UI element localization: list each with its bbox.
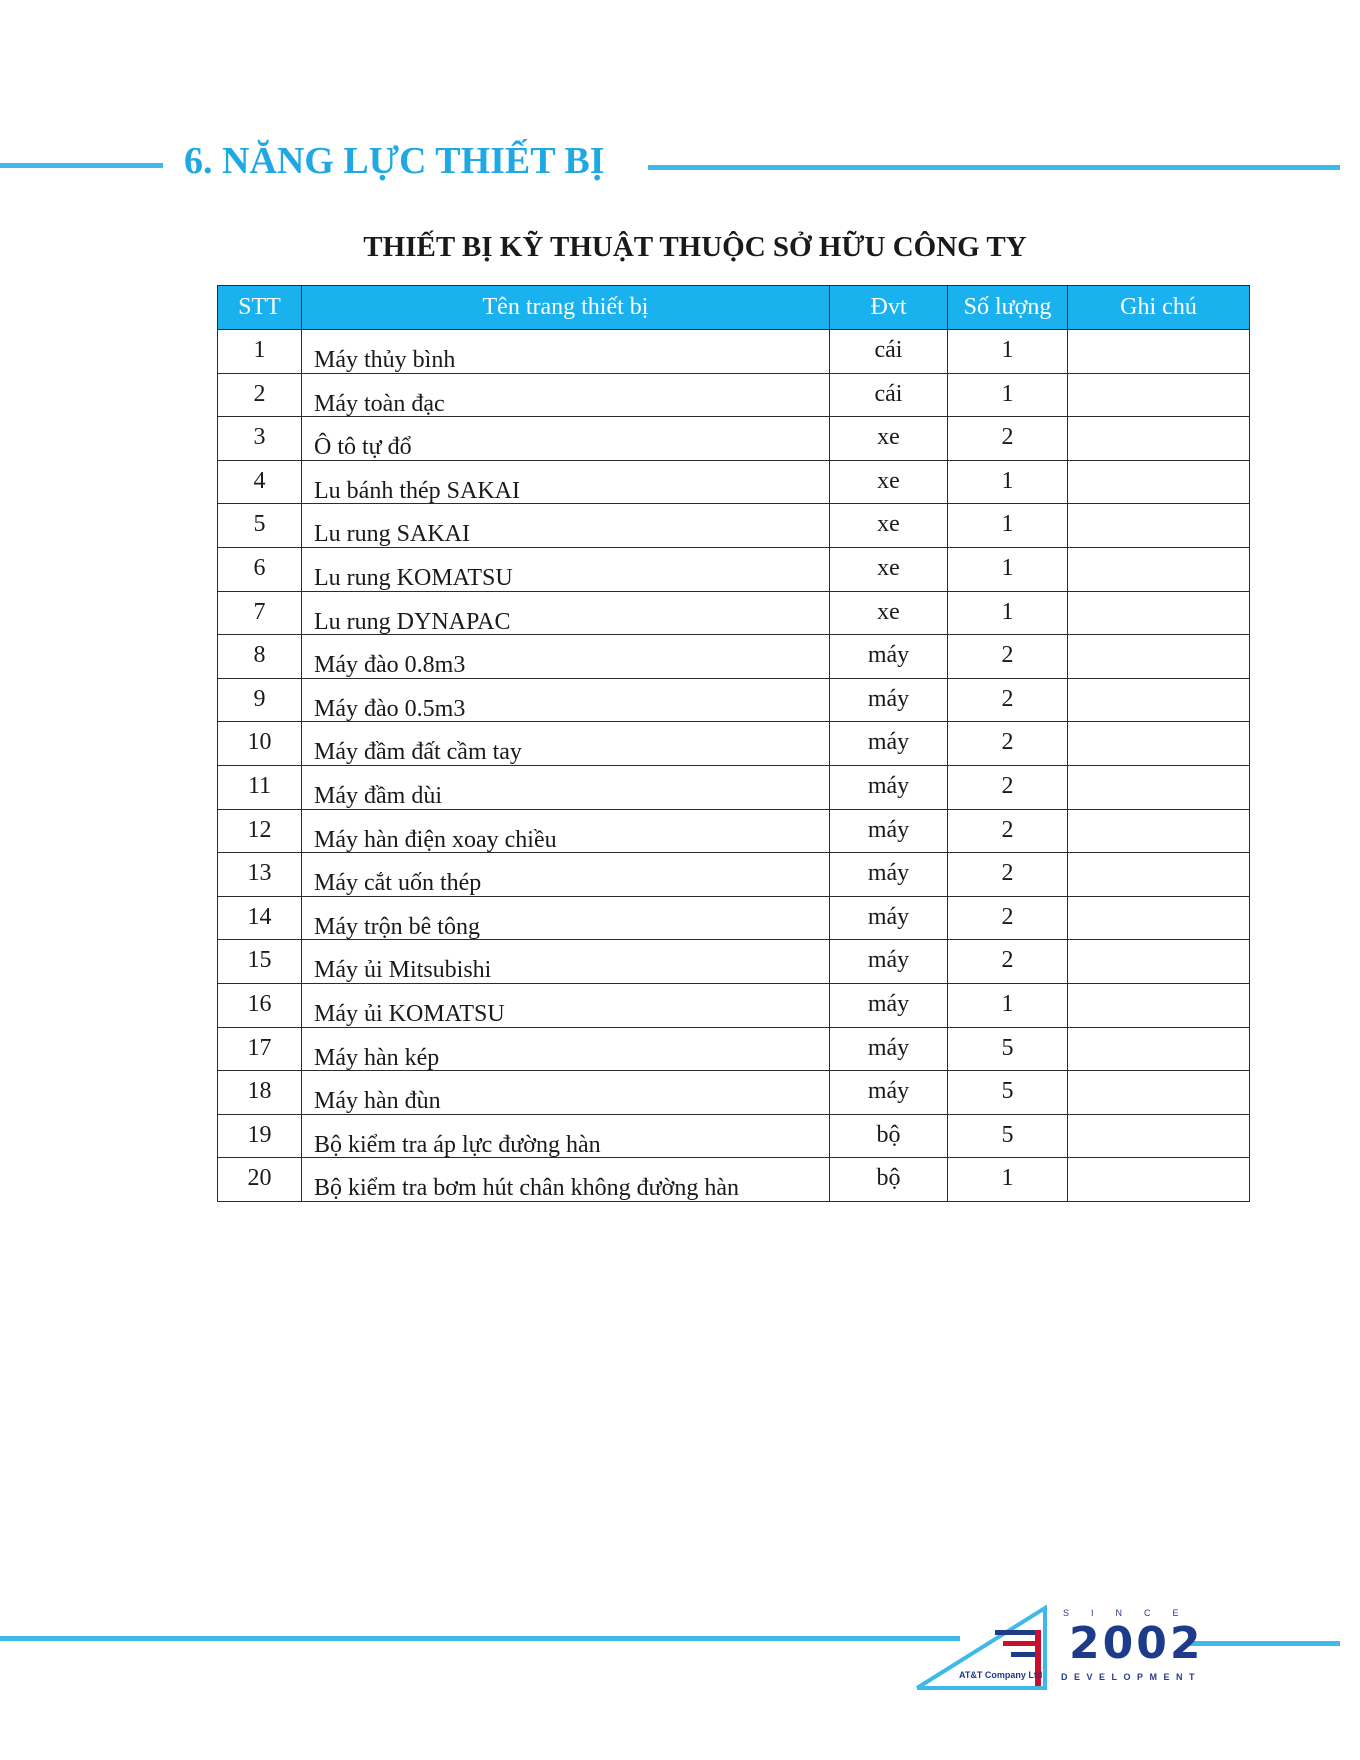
table-row bbox=[218, 896, 1250, 940]
cell-stt: 8 bbox=[218, 635, 302, 679]
cell-quantity: 1 bbox=[948, 330, 1068, 374]
cell-equipment-name: Lu bánh thép SAKAI bbox=[302, 460, 830, 504]
table-row bbox=[218, 547, 1250, 591]
table-row bbox=[218, 809, 1250, 853]
table-header-row bbox=[218, 286, 1250, 330]
table-row bbox=[218, 1158, 1250, 1202]
cell-quantity: 5 bbox=[948, 1114, 1068, 1158]
cell-quantity: 1 bbox=[948, 983, 1068, 1027]
cell-equipment-name: Máy đầm đất cầm tay bbox=[302, 722, 830, 766]
cell-unit: máy bbox=[830, 853, 948, 897]
cell-note bbox=[1068, 853, 1250, 897]
cell-note bbox=[1068, 896, 1250, 940]
cell-quantity: 1 bbox=[948, 591, 1068, 635]
header-stt: STT bbox=[218, 286, 302, 330]
cell-stt: 16 bbox=[218, 983, 302, 1027]
cell-quantity: 2 bbox=[948, 678, 1068, 722]
cell-note bbox=[1068, 591, 1250, 635]
footer-line-left bbox=[0, 1636, 960, 1641]
header-equipment-name: Tên trang thiết bị bbox=[302, 286, 830, 330]
cell-equipment-name: Máy thủy bình bbox=[302, 330, 830, 374]
cell-note bbox=[1068, 1027, 1250, 1071]
cell-quantity: 5 bbox=[948, 1027, 1068, 1071]
cell-quantity: 2 bbox=[948, 635, 1068, 679]
table-row bbox=[218, 940, 1250, 984]
logo-company-text: AT&T Company Ltd bbox=[959, 1670, 1043, 1680]
table-row bbox=[218, 1027, 1250, 1071]
cell-quantity: 1 bbox=[948, 504, 1068, 548]
cell-stt: 2 bbox=[218, 373, 302, 417]
cell-note bbox=[1068, 1158, 1250, 1202]
equipment-table bbox=[217, 285, 1250, 1202]
table-title: THIẾT BỊ KỸ THUẬT THUỘC SỞ HỮU CÔNG TY bbox=[363, 231, 1027, 263]
cell-stt: 15 bbox=[218, 940, 302, 984]
cell-equipment-name: Máy ủi KOMATSU bbox=[302, 983, 830, 1027]
cell-equipment-name: Lu rung KOMATSU bbox=[302, 547, 830, 591]
cell-quantity: 2 bbox=[948, 765, 1068, 809]
cell-note bbox=[1068, 722, 1250, 766]
table-row bbox=[218, 678, 1250, 722]
cell-stt: 17 bbox=[218, 1027, 302, 1071]
logo-since-text: SINCE bbox=[1063, 1608, 1201, 1618]
cell-stt: 18 bbox=[218, 1071, 302, 1115]
cell-unit: xe bbox=[830, 591, 948, 635]
cell-unit: máy bbox=[830, 809, 948, 853]
cell-unit: xe bbox=[830, 504, 948, 548]
cell-equipment-name: Máy đào 0.5m3 bbox=[302, 678, 830, 722]
cell-equipment-name: Máy trộn bê tông bbox=[302, 896, 830, 940]
cell-equipment-name: Máy đầm dùi bbox=[302, 765, 830, 809]
cell-equipment-name: Máy hàn kép bbox=[302, 1027, 830, 1071]
cell-unit: bộ bbox=[830, 1158, 948, 1202]
table-row bbox=[218, 722, 1250, 766]
cell-equipment-name: Máy cắt uốn thép bbox=[302, 853, 830, 897]
table-row bbox=[218, 765, 1250, 809]
cell-unit: cái bbox=[830, 373, 948, 417]
table-row bbox=[218, 1071, 1250, 1115]
cell-quantity: 1 bbox=[948, 1158, 1068, 1202]
cell-quantity: 2 bbox=[948, 940, 1068, 984]
cell-equipment-name: Máy toàn đạc bbox=[302, 373, 830, 417]
cell-stt: 9 bbox=[218, 678, 302, 722]
cell-quantity: 1 bbox=[948, 547, 1068, 591]
cell-quantity: 5 bbox=[948, 1071, 1068, 1115]
table-row bbox=[218, 330, 1250, 374]
cell-note bbox=[1068, 504, 1250, 548]
cell-stt: 1 bbox=[218, 330, 302, 374]
cell-note bbox=[1068, 940, 1250, 984]
cell-stt: 6 bbox=[218, 547, 302, 591]
logo-development-text: DEVELOPMENT bbox=[1061, 1672, 1202, 1682]
cell-quantity: 2 bbox=[948, 896, 1068, 940]
section-title: 6. NĂNG LỰC THIẾT BỊ bbox=[184, 140, 605, 182]
cell-equipment-name: Lu rung SAKAI bbox=[302, 504, 830, 548]
cell-unit: xe bbox=[830, 547, 948, 591]
cell-stt: 14 bbox=[218, 896, 302, 940]
table-body bbox=[218, 330, 1250, 1202]
table-row bbox=[218, 983, 1250, 1027]
cell-stt: 4 bbox=[218, 460, 302, 504]
cell-stt: 5 bbox=[218, 504, 302, 548]
cell-equipment-name: Máy hàn điện xoay chiều bbox=[302, 809, 830, 853]
cell-note bbox=[1068, 678, 1250, 722]
cell-unit: cái bbox=[830, 330, 948, 374]
cell-unit: máy bbox=[830, 940, 948, 984]
cell-quantity: 1 bbox=[948, 373, 1068, 417]
cell-note bbox=[1068, 635, 1250, 679]
cell-unit: máy bbox=[830, 678, 948, 722]
cell-unit: máy bbox=[830, 635, 948, 679]
cell-quantity: 1 bbox=[948, 460, 1068, 504]
table-row bbox=[218, 417, 1250, 461]
cell-unit: máy bbox=[830, 765, 948, 809]
cell-note bbox=[1068, 547, 1250, 591]
cell-equipment-name: Bộ kiểm tra áp lực đường hàn bbox=[302, 1114, 830, 1158]
cell-note bbox=[1068, 330, 1250, 374]
cell-note bbox=[1068, 460, 1250, 504]
cell-unit: xe bbox=[830, 460, 948, 504]
cell-quantity: 2 bbox=[948, 809, 1068, 853]
cell-equipment-name: Máy đào 0.8m3 bbox=[302, 635, 830, 679]
cell-quantity: 2 bbox=[948, 417, 1068, 461]
table-row bbox=[218, 460, 1250, 504]
table-row bbox=[218, 504, 1250, 548]
cell-quantity: 2 bbox=[948, 722, 1068, 766]
cell-stt: 12 bbox=[218, 809, 302, 853]
header-note: Ghi chú bbox=[1068, 286, 1250, 330]
cell-stt: 19 bbox=[218, 1114, 302, 1158]
cell-equipment-name: Bộ kiểm tra bơm hút chân không đường hàn bbox=[302, 1158, 830, 1202]
cell-stt: 13 bbox=[218, 853, 302, 897]
cell-note bbox=[1068, 1114, 1250, 1158]
table-row bbox=[218, 591, 1250, 635]
cell-equipment-name: Máy hàn đùn bbox=[302, 1071, 830, 1115]
header-unit: Đvt bbox=[830, 286, 948, 330]
cell-unit: máy bbox=[830, 896, 948, 940]
cell-unit: máy bbox=[830, 1071, 948, 1115]
header-line-right bbox=[648, 165, 1340, 170]
cell-stt: 7 bbox=[218, 591, 302, 635]
cell-stt: 3 bbox=[218, 417, 302, 461]
footer-line-right bbox=[1188, 1641, 1340, 1646]
table-row bbox=[218, 1114, 1250, 1158]
header-line-left bbox=[0, 163, 163, 168]
cell-stt: 20 bbox=[218, 1158, 302, 1202]
cell-note bbox=[1068, 417, 1250, 461]
cell-unit: máy bbox=[830, 1027, 948, 1071]
cell-unit: bộ bbox=[830, 1114, 948, 1158]
cell-quantity: 2 bbox=[948, 853, 1068, 897]
logo-year-text: 2002 bbox=[1069, 1618, 1204, 1669]
cell-unit: máy bbox=[830, 983, 948, 1027]
cell-equipment-name: Ô tô tự đổ bbox=[302, 417, 830, 461]
cell-unit: máy bbox=[830, 722, 948, 766]
table-row bbox=[218, 853, 1250, 897]
cell-equipment-name: Máy ủi Mitsubishi bbox=[302, 940, 830, 984]
cell-note bbox=[1068, 983, 1250, 1027]
cell-note bbox=[1068, 765, 1250, 809]
cell-note bbox=[1068, 373, 1250, 417]
cell-note bbox=[1068, 1071, 1250, 1115]
cell-unit: xe bbox=[830, 417, 948, 461]
header-quantity: Số lượng bbox=[948, 286, 1068, 330]
cell-stt: 11 bbox=[218, 765, 302, 809]
company-logo bbox=[915, 1600, 1204, 1690]
table-row bbox=[218, 373, 1250, 417]
cell-equipment-name: Lu rung DYNAPAC bbox=[302, 591, 830, 635]
cell-note bbox=[1068, 809, 1250, 853]
cell-stt: 10 bbox=[218, 722, 302, 766]
table-row bbox=[218, 635, 1250, 679]
